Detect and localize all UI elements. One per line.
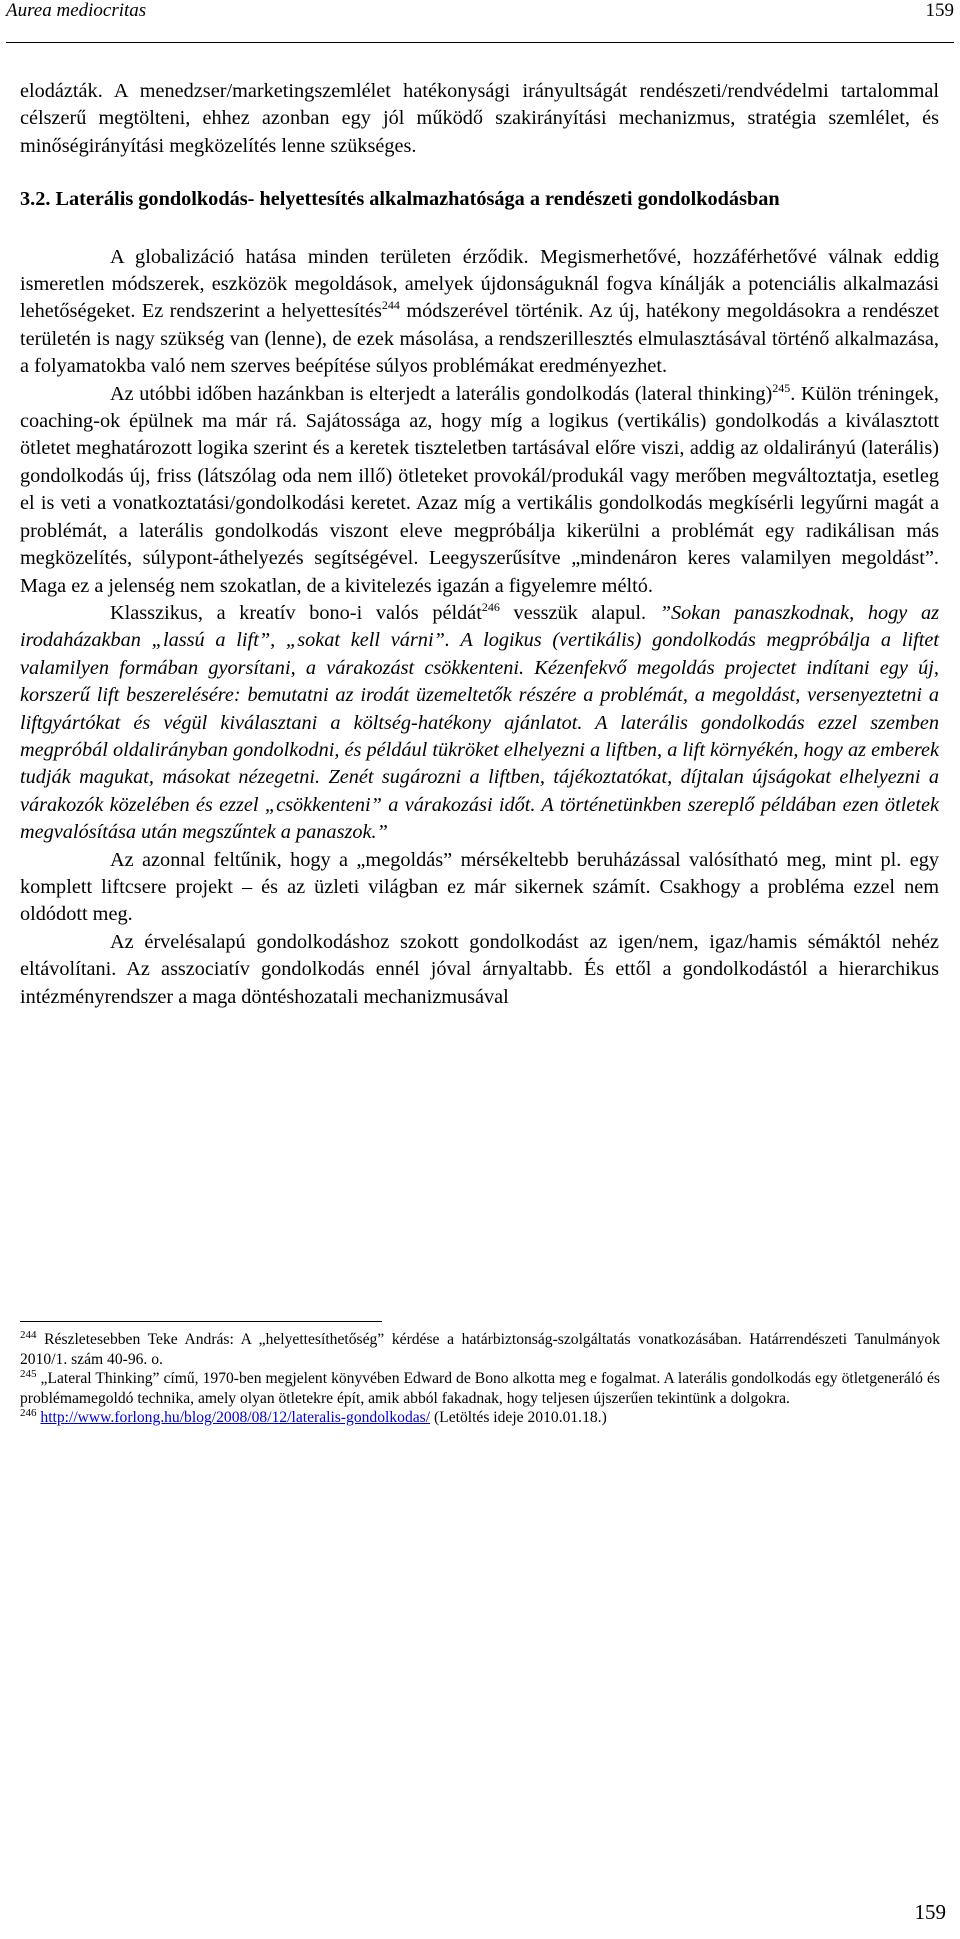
paragraph-argument-based: Az érvelésalapú gondolkodáshoz szokott gondolkodást az igen/nem, igaz/hamis sémáktól nehéz eltávolítani. Az asszociatív gondolkodás ennél jóval árnyaltabb. És ettől a gondolkodástól a hierarchikus intézményrendszer a maga döntéshozatali mechanizmusával: [20, 930, 939, 1008]
footnote-number: 244: [20, 1328, 37, 1341]
paragraph-continuation: elodázták. A menedzser/marketingszemlélet hatékonysági irányultságát rendészeti/rendvédelmi tartalommal célszerű megtölteni, ehhez azonban egy jól működő szakirányítási mechanizmus, stratégia szemlélet, és minőségirányítási megközelítés lenne szükséges.: [20, 80, 939, 157]
footnote-245: [20, 1369, 940, 1408]
footnote-244: [20, 1330, 940, 1369]
header-page-number: 159: [925, 0, 954, 21]
footnote-text: Részletesebben Teke András: A „helyettesíthetőség” kérdése a határbiztonság-szolgáltatás vonatkozásában. Határrendészeti Tanulmányok 2010/1. szám 40-96. o.: [20, 1331, 940, 1368]
footnote-separator: [20, 1321, 382, 1322]
paragraph-lift-example: [20, 600, 939, 847]
paragraph-text: Klasszikus, a kreatív bono-i valós példát: [110, 601, 482, 624]
paragraph-investment: Az azonnal feltűnik, hogy a „megoldás” mérsékeltebb beruházással valósítható meg, mint pl. egy komplett liftcsere projekt – és az üzleti világban ez már sikernek számít. Csakhogy a probléma ezzel nem oldódott meg.: [20, 848, 939, 926]
section-heading: 3.2. Laterális gondolkodás- helyettesítés alkalmazhatósága a rendészeti gondolkodásban: [20, 188, 780, 211]
quoted-example: ”Sokan panaszkodnak, hogy az irodaházakban „lassú a lift”, „sokat kell várni”. A logikus (vertikális) gondolkodás megpróbálja a liftet valamilyen formában gyorsítani, a várakozást csökkenteni. Kézenfekvő megoldás projectet indítani egy új, korszerű lift beszerelésére: bemutatni az irodát üzemeltetők részére a problémát, a megoldást, versenyeztetni a liftgyártókat és végül kiválasztani a költség-hatékony ajánlatot. A laterális gondolkodás ezzel szemben megpróbál oldalirányban gondolkodni, és például tükröket elhelyezni a liftben, a lift környékén, hogy az emberek tudják magukat, másokat nézegetni. Zenét sugározni a liftben, tájékoztatókat, díjtalan újságokat elhelyezni a várakozók közelében és ezzel „csökkenteni” a várakozási időt. A történetünkben szereplő példában ezen ötletek megvalósítása után megszűntek a panaszok.”: [20, 601, 940, 844]
footnote-text: (Letöltés ideje 2010.01.18.): [430, 1409, 607, 1426]
footnote-number: 245: [20, 1367, 37, 1380]
footnote-number: 246: [20, 1406, 37, 1419]
footnote-text: „Lateral Thinking” című, 1970-ben megjelent könyvében Edward de Bono alkotta meg e fogalmat. A laterális gondolkodás egy ötletgeneráló és problémamegoldó technika, amely olyan ötletekre épít, amik abból fakadnak, hogy teljesen újszerűen tekintünk a dolgokra.: [20, 1370, 940, 1407]
paragraph-text: . Külön tréningek, coaching-ok épülnek ma már rá. Sajátossága az, hogy míg a logikus (vertikális) gondolkodás a kiválasztott ötletet meghatározott logika szerint és a keretek tiszteletben tartásával előre viszi, addig az oldalirányú (laterális) gondolkodás új, friss (látszólag oda nem illő) ötleteket provokál/produkál vagy merőben megváltoztatja, esetleg el is veti a vonatkoztatási/gondolkodási keretet. Azaz míg a vertikális gondolkodás megkísérli legyűrni magát a problémát, a laterális gondolkodás viszont eleve megpróbálja kikerülni a problémát egy radikálisan más megközelítés, súlypont-áthelyezés segítségével. Leegyszerűsítve „mindenáron keres valamilyen megoldást”. Maga ez a jelenség nem szokatlan, de a kivitelezés igazán a figyelemre méltó.: [20, 382, 939, 597]
footnote-link[interactable]: http://www.forlong.hu/blog/2008/08/12/lateralis-gondolkodas/: [40, 1409, 431, 1426]
footnote-ref-244[interactable]: 244: [381, 298, 400, 313]
paragraph-text: A globalizáció hatása minden területen érződik. Megismerhetővé, hozzáférhetővé válnak eddig ismeretlen módszerek, eszközök megoldások, amelyek újdonságuknál fogva kínálják a potenciális alkalmazási lehetőségeket. Ez rendszerint a helyettesítés: [20, 245, 939, 323]
footnote-ref-245[interactable]: 245: [772, 380, 791, 395]
main-text: [20, 78, 939, 1011]
running-header-title: Aurea mediocritas: [6, 0, 147, 21]
footnote-ref-246[interactable]: 246: [481, 600, 500, 615]
footnote-246: [20, 1408, 940, 1428]
paragraph-text: vesszük alapul.: [499, 601, 660, 624]
paragraph-text: Az utóbbi időben hazánkban is elterjedt a laterális gondolkodás (lateral thinking): [110, 382, 773, 405]
footer-page-number: 159: [914, 1900, 946, 1924]
running-header: [6, 0, 954, 43]
paragraph-lateral-thinking: [20, 381, 939, 600]
footnotes: [20, 1330, 940, 1428]
paragraph-text: módszerével történik. Az új, hatékony megoldásokra a rendészet területén is nagy szükség van (lenne), de ezek másolása, a rendszerillesztés elmulasztásával történő alkalmazása, a folyamatokba való nem szerves beépítése súlyos problémákat eredményezhet.: [20, 300, 939, 378]
paragraph-globalization: [20, 244, 939, 381]
heading-spacer: [20, 214, 939, 244]
